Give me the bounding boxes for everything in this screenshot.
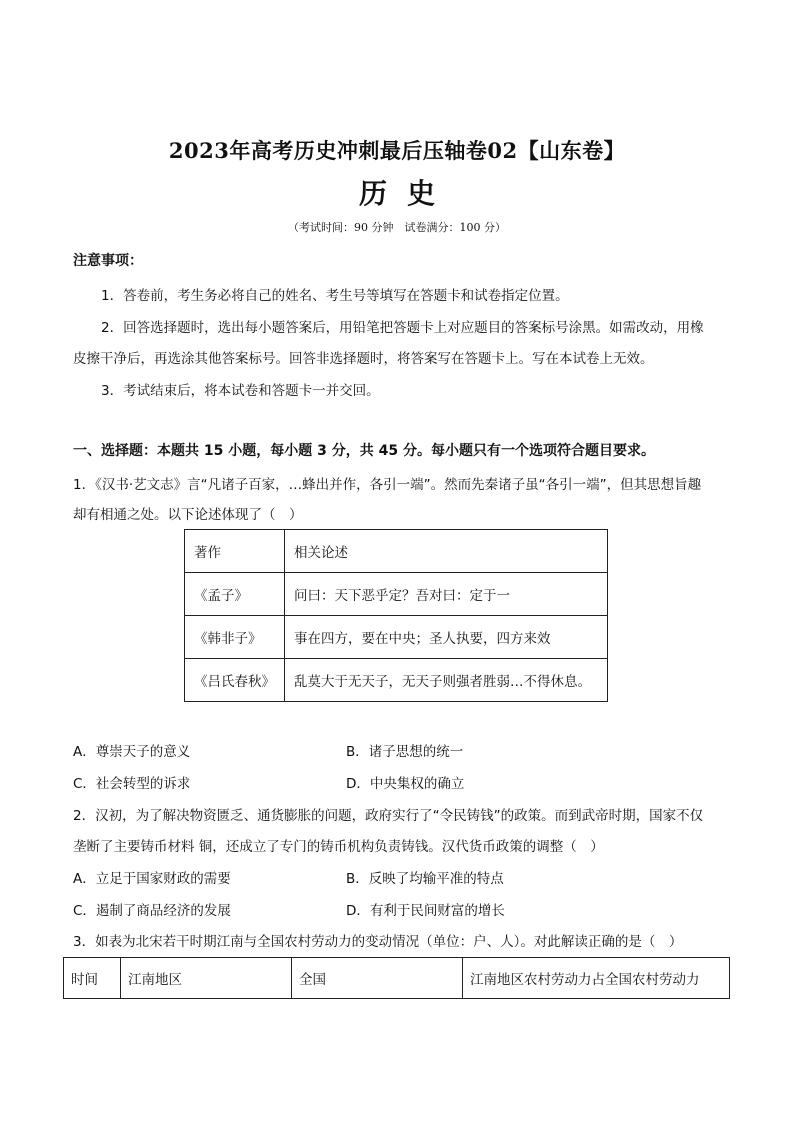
table-header-cell: 全国	[292, 958, 463, 999]
question-1-stem: 1．《汉书·艺文志》言“凡诸子百家，…蜂出并作，各引一端”。然而先秦诸子虽“各引一端”，但其思想旨趣	[73, 477, 702, 493]
table-header-cell: 著作	[185, 530, 285, 573]
table-row	[64, 958, 730, 999]
option-d: D．中央集权的确立	[346, 776, 465, 792]
table-cell: 乱莫大于无天子，无天子则强者胜弱…不得休息。	[285, 659, 608, 702]
question-1-table	[184, 529, 608, 702]
question-2-stem: 2．汉初，为了解决物资匮乏、通货膨胀的问题，政府实行了“令民铸钱”的政策。而到武帝时期，国家不仅	[73, 808, 704, 824]
notice-line: 2．回答选择题时，选出每小题答案后，用铅笔把答题卡上对应题目的答案标号涂黑。如需改动，用橡	[101, 320, 704, 336]
notice-line: 1．答卷前，考生务必将自己的姓名、考生号等填写在答题卡和试卷指定位置。	[101, 288, 569, 304]
table-cell: 《韩非子》	[185, 616, 285, 659]
subject-title: 历史	[358, 177, 455, 210]
option-c: C．遏制了商品经济的发展	[73, 903, 231, 919]
table-header-cell: 时间	[64, 958, 121, 999]
table-header-cell: 江南地区	[121, 958, 292, 999]
question-2-stem: 垄断了主要铸币材料 铜，还成立了专门的铸币机构负责铸钱。汉代货币政策的调整（ ）	[73, 839, 604, 855]
option-c: C．社会转型的诉求	[73, 776, 191, 792]
option-d: D．有利于民间财富的增长	[346, 903, 505, 919]
option-a: A．尊崇天子的意义	[73, 744, 191, 760]
table-header-cell: 江南地区农村劳动力占全国农村劳动力	[463, 958, 730, 999]
table-row	[185, 616, 608, 659]
question-3-stem: 3．如表为北宋若干时期江南与全国农村劳动力的变动情况（单位：户、人）。对此解读正确的是（ ）	[73, 934, 683, 950]
table-cell: 《吕氏春秋》	[185, 659, 285, 702]
section-heading: 一、选择题：本题共 15 小题，每小题 3 分，共 45 分。每小题只有一个选项符合题目要求。	[73, 443, 655, 459]
notice-line: 3．考试结束后，将本试卷和答题卡一并交回。	[101, 383, 380, 399]
exam-title: 2023年高考历史冲刺最后压轴卷02【山东卷】	[168, 138, 626, 163]
exam-info: （考试时间：90 分钟 试卷满分：100 分）	[288, 221, 506, 234]
table-header-cell: 相关论述	[285, 530, 608, 573]
option-a: A．立足于国家财政的需要	[73, 871, 231, 887]
question-1-stem: 却有相通之处。以下论述体现了（ ）	[73, 507, 303, 523]
notice-line: 皮擦干净后，再选涂其他答案标号。回答非选择题时，将答案写在答题卡上。写在本试卷上无效。	[73, 351, 654, 367]
notice-title: 注意事项：	[73, 253, 143, 269]
table-cell: 事在四方，要在中央；圣人执要，四方来效	[285, 616, 608, 659]
table-row	[185, 659, 608, 702]
table-row	[185, 573, 608, 616]
table-cell: 问曰：天下恶乎定？吾对曰：定于一	[285, 573, 608, 616]
option-b: B．反映了均输平准的特点	[346, 871, 504, 887]
option-b: B．诸子思想的统一	[346, 744, 464, 760]
table-row	[185, 530, 608, 573]
table-cell: 《孟子》	[185, 573, 285, 616]
question-3-table	[63, 957, 730, 999]
